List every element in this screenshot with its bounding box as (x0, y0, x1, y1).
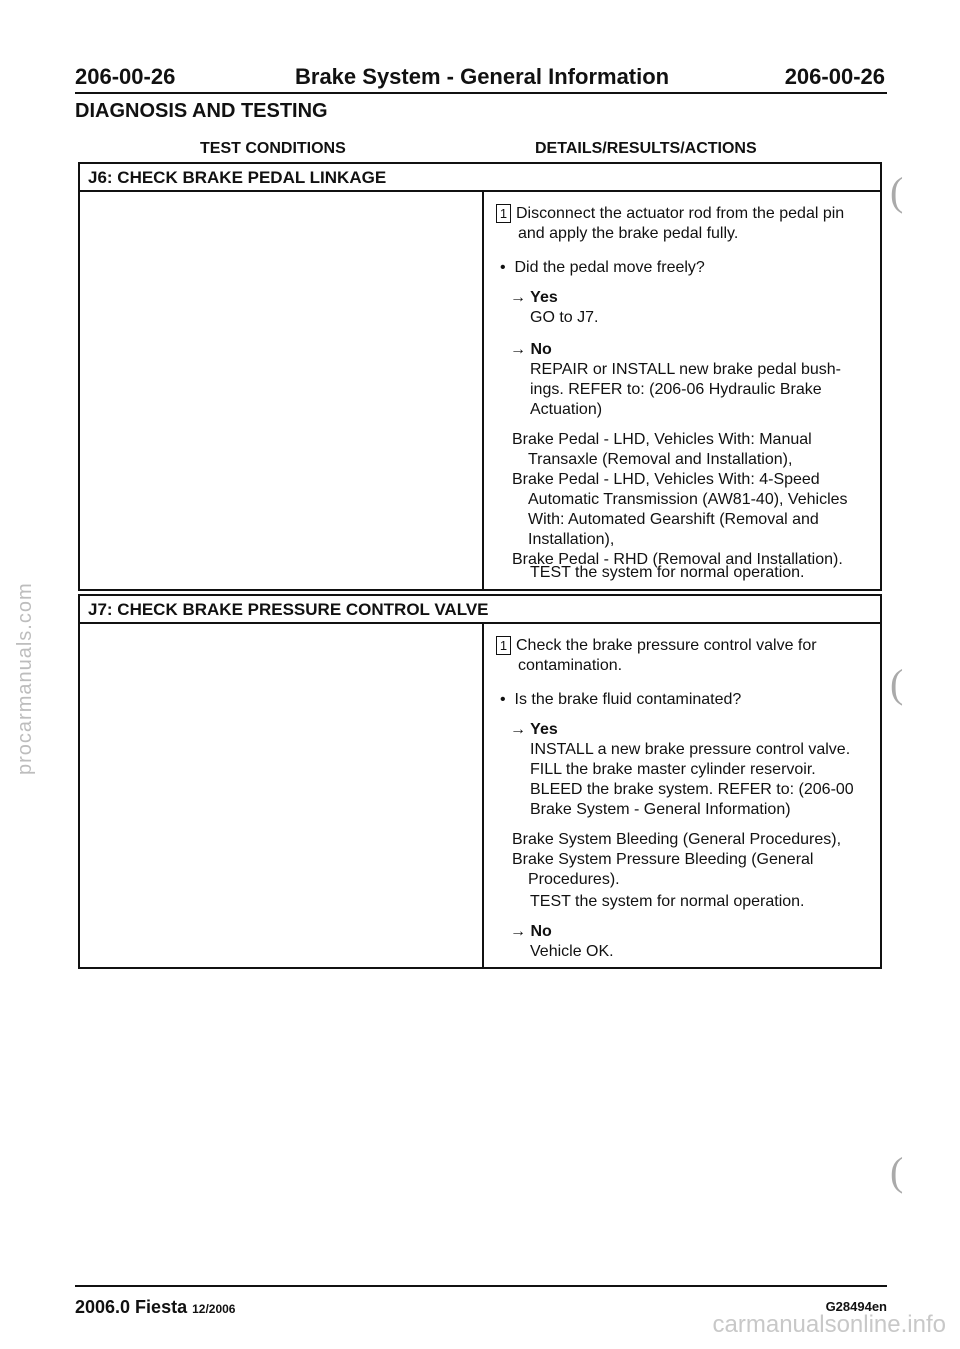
page-number-left: 206-00-26 (75, 64, 176, 89)
reference-item: Brake System Pressure Bleeding (General Procedures). (512, 851, 814, 888)
no-action: Vehicle OK. (530, 943, 614, 960)
test-instruction: TEST the system for normal operation. (530, 564, 805, 581)
step-instruction: 1 Disconnect the actuator rod from the pedal pin and apply the brake pedal fully. (496, 204, 844, 244)
reference-list (512, 830, 884, 890)
test-step-title: J7: CHECK BRAKE PRESSURE CONTROL VALVE (80, 596, 880, 624)
yes-label: → Yes (510, 289, 558, 306)
step-instruction: 1 Check the brake pressure control valve for contamination. (496, 636, 817, 676)
page-header (75, 62, 887, 94)
reference-item: Brake System Bleeding (General Procedures), (512, 831, 842, 848)
page-footer (75, 1285, 887, 1317)
test-table-j7 (78, 594, 882, 969)
test-instruction: TEST the system for normal operation. (530, 893, 805, 910)
binder-hole-mark: ( (890, 1149, 904, 1194)
no-label: → No (510, 341, 552, 358)
no-label: → No (510, 923, 552, 940)
step-number-badge: 1 (496, 204, 511, 223)
side-watermark: procarmanuals.com (14, 582, 36, 775)
reference-list (512, 430, 884, 570)
header-title: Brake System - General Information (295, 64, 670, 89)
reference-item: Brake Pedal - RHD (Removal and Installation). (512, 551, 843, 568)
test-step-title: J6: CHECK BRAKE PEDAL LINKAGE (80, 164, 880, 192)
binder-hole-mark: ( (890, 661, 904, 706)
page-number-right: 206-00-26 (784, 64, 885, 89)
bottom-watermark: carmanualsonline.info (712, 1311, 946, 1338)
yes-label: → Yes (510, 721, 558, 738)
yes-action: GO to J7. (530, 309, 599, 326)
question: • Is the brake fluid contaminated? (500, 691, 742, 708)
yes-action: INSTALL a new brake pressure control valve. FILL the brake master cylinder reservoir. BLEED the brake system. REFER to: (206-00 Brake System - General Information) (530, 741, 854, 818)
column-header-details: DETAILS/RESULTS/ACTIONS (535, 140, 757, 157)
footer-model: 2006.0 Fiesta 12/2006 (75, 1297, 236, 1317)
footer-code: G28494en (825, 1299, 887, 1314)
section-title: DIAGNOSIS AND TESTING (75, 100, 328, 122)
column-header-test-conditions: TEST CONDITIONS (200, 140, 346, 157)
reference-item: Brake Pedal - LHD, Vehicles With: Manual Transaxle (Removal and Installation), (512, 431, 812, 468)
test-conditions-cell (80, 624, 484, 967)
test-table-j6 (78, 162, 882, 591)
binder-hole-mark: ( (890, 169, 904, 214)
reference-item: Brake Pedal - LHD, Vehicles With: 4-Speed Automatic Transmission (AW81-40), Vehicles With: Automated Gearshift (Removal and Installation), (512, 471, 848, 548)
test-conditions-cell (80, 192, 484, 589)
question: • Did the pedal move freely? (500, 259, 705, 276)
step-number-badge: 1 (496, 636, 511, 655)
no-action: REPAIR or INSTALL new brake pedal bush-ings. REFER to: (206-06 Hydraulic Brake Actuation) (530, 361, 841, 418)
